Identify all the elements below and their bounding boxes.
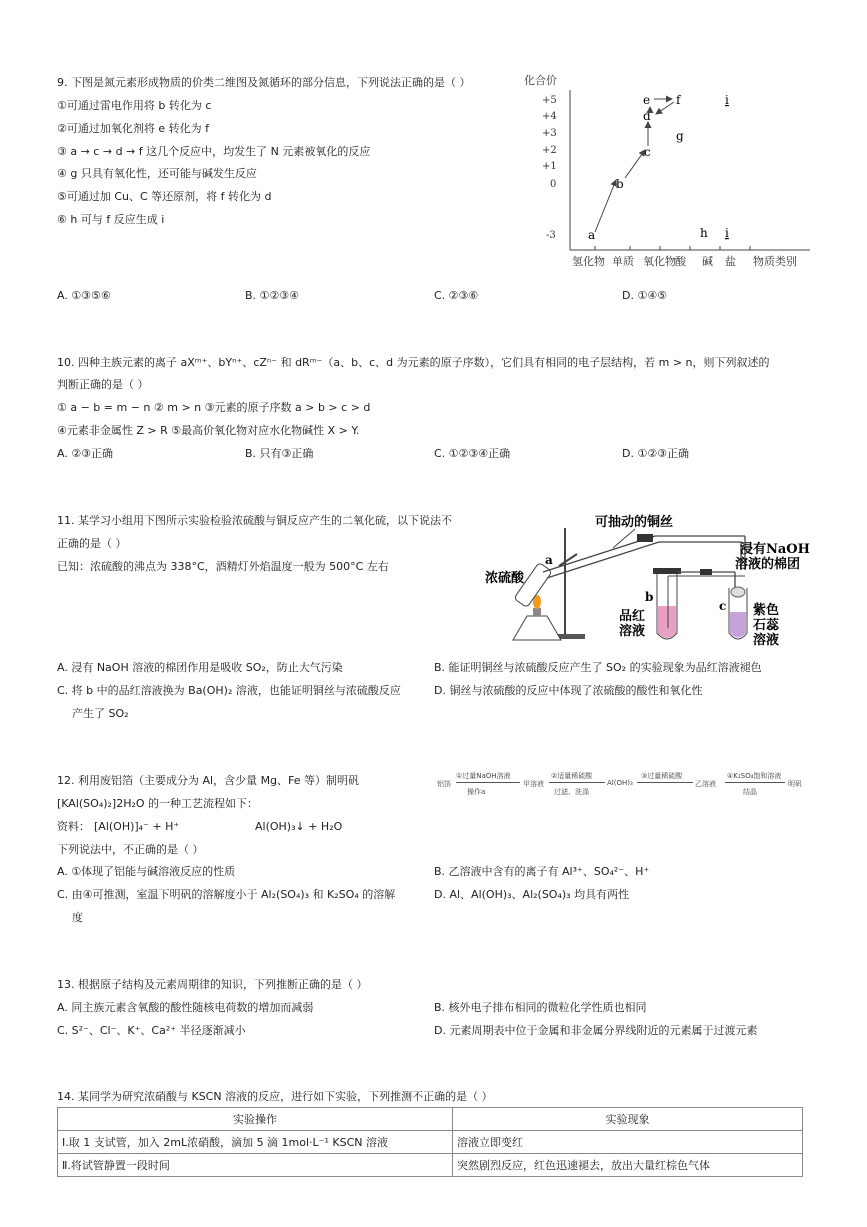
q10-option-b[interactable]: B. 只有③正确 xyxy=(245,447,314,460)
acid-label: 浓硫酸 xyxy=(485,571,525,586)
q9-statement: ②可通过加氧化剂将 e 转化为 f xyxy=(57,122,209,135)
q12-stem-question: 下列说法中，不正确的是（ ） xyxy=(57,843,204,856)
table-header: 实验操作 xyxy=(58,1108,453,1131)
flow-product-2: Al(OH)₃ xyxy=(607,779,633,787)
flow-step-4-note: 结晶 xyxy=(743,788,757,796)
x-category: 碱 xyxy=(702,255,713,268)
stopper xyxy=(637,534,653,542)
q9-option-a[interactable]: A. ①③⑤⑥ xyxy=(57,289,111,302)
x-axis-label: 物质类别 xyxy=(753,255,797,268)
flow-end: 明矾 xyxy=(788,780,802,788)
valence-class-chart xyxy=(520,70,820,275)
table-cell: Ⅰ.取 1 支试管，加入 2mL浓硝酸，滴加 5 滴 1mol·L⁻¹ KSCN 溶液 xyxy=(58,1131,453,1154)
magenta-solution xyxy=(658,606,676,638)
q13-option-a[interactable]: A. 同主族元素含氧酸的酸性随核电荷数的增加而减弱 xyxy=(57,1001,314,1014)
table-cell: Ⅱ.将试管静置一段时间 xyxy=(58,1154,453,1177)
q10-statement: ① a − b = m − n ② m > n ③元素的原子序数 a > b > c > d xyxy=(57,401,371,414)
q11-option-c[interactable]: C. 将 b 中的品红溶液换为 Ba(OH)₂ 溶液，也能证明铜丝与浓硫酸反应 xyxy=(57,684,401,697)
table-header: 实验现象 xyxy=(453,1108,803,1131)
q10-stem: 10. 四种主族元素的离子 aXᵐ⁺、bYⁿ⁺、cZⁿ⁻ 和 dRᵐ⁻（a、b、c、d 为元素的原子序数），它们具有相同的电子层结构，若 m > n，则下列叙述的 xyxy=(57,356,770,369)
q11-stem-cont: 正确的是（ ） xyxy=(57,537,127,550)
q11-option-a[interactable]: A. 浸有 NaOH 溶液的棉团作用是吸收 SO₂，防止大气污染 xyxy=(57,661,343,674)
arrow-a-b xyxy=(595,180,616,232)
process-flow xyxy=(437,771,807,799)
table-row xyxy=(58,1154,803,1177)
y-tick: +5 xyxy=(542,95,557,106)
flow-step-1-note: 操作a xyxy=(467,788,486,796)
experiment-table xyxy=(57,1107,803,1177)
litmus-solution xyxy=(730,612,746,638)
y-tick: +1 xyxy=(542,161,557,172)
q9-option-b[interactable]: B. ①②③④ xyxy=(245,289,299,302)
label-a: a xyxy=(545,553,553,567)
q12-option-a[interactable]: A. ①体现了铝能与碱溶液反应的性质 xyxy=(57,865,236,878)
x-category: 单质 xyxy=(612,255,634,268)
y-tick: 0 xyxy=(550,179,557,190)
label-c: c xyxy=(719,599,727,613)
cotton-label: 溶液的棉团 xyxy=(735,557,801,572)
flow-product-3: 乙溶液 xyxy=(695,780,716,788)
point-a: a xyxy=(588,228,596,242)
y-tick: -3 xyxy=(546,230,556,241)
q12-option-b[interactable]: B. 乙溶液中含有的离子有 Al³⁺、SO₄²⁻、H⁺ xyxy=(434,865,650,878)
point-e: e xyxy=(643,93,651,107)
q12-info-left: [Al(OH)]₄⁻ + H⁺ xyxy=(94,820,180,833)
point-i: i xyxy=(725,93,729,107)
x-category: 氢化物 xyxy=(572,255,605,268)
cotton-label: 浸有NaOH xyxy=(740,542,810,557)
q13-option-b[interactable]: B. 核外电子排布相同的微粒化学性质也相同 xyxy=(434,1001,647,1014)
litmus-label: 溶液 xyxy=(753,633,780,648)
magenta-label: 品红 xyxy=(619,609,646,624)
label-b: b xyxy=(645,590,654,604)
q13-option-c[interactable]: C. S²⁻、Cl⁻、K⁺、Ca²⁺ 半径逐渐减小 xyxy=(57,1024,246,1037)
table-cell: 突然剧烈反应，红色迅速褪去，放出大量红棕色气体 xyxy=(453,1154,803,1177)
flow-step-1: ①过量NaOH溶液 xyxy=(456,772,511,780)
flow-product-1: 甲溶液 xyxy=(523,780,544,788)
q11-option-d[interactable]: D. 铜丝与浓硫酸的反应中体现了浓硫酸的酸性和氧化性 xyxy=(434,684,703,697)
arrow-b-c xyxy=(625,150,645,178)
q10-stem-cont: 判断正确的是（ ） xyxy=(57,378,149,391)
x-category: 氧化物 xyxy=(643,255,676,268)
alcohol-lamp xyxy=(513,616,561,640)
y-tick: +3 xyxy=(542,128,557,139)
q13-option-d[interactable]: D. 元素周期表中位于金属和非金属分界线附近的元素属于过渡元素 xyxy=(434,1024,758,1037)
y-tick: +2 xyxy=(542,145,557,156)
q12-option-c-cont: 度 xyxy=(72,911,83,924)
flow-step-3: ③过量稀硫酸 xyxy=(641,772,683,780)
table-cell: 溶液立即变红 xyxy=(453,1131,803,1154)
q9-statement: ⑥ h 可与 f 反应生成 i xyxy=(57,213,165,226)
cotton-ball xyxy=(731,587,745,597)
experiment-apparatus xyxy=(485,508,810,658)
q10-option-c[interactable]: C. ①②③④正确 xyxy=(434,447,511,460)
y-axis-label: 化合价 xyxy=(524,74,557,87)
lamp-wick-holder xyxy=(533,608,541,616)
point-f: f xyxy=(676,93,681,107)
q9-statement: ⑤可通过加 Cu、C 等还原剂，将 f 转化为 d xyxy=(57,190,272,203)
q9-stem: 9. 下图是氮元素形成物质的价类二维图及氮循环的部分信息，下列说法正确的是（ ） xyxy=(57,76,471,89)
q14-stem: 14. 某同学为研究浓硝酸与 KSCN 溶液的反应，进行如下实验，下列推测不正确的是（ ） xyxy=(57,1090,493,1103)
q11-info: 已知：浓硫酸的沸点为 338°C，酒精灯外焰温度一般为 500°C 左右 xyxy=(57,560,389,573)
point-h: h xyxy=(700,226,708,240)
q9-statement: ③ a → c → d → f 这几个反应中，均发生了 N 元素被氧化的反应 xyxy=(57,145,371,158)
x-category: 酸 xyxy=(675,255,686,268)
magenta-label: 溶液 xyxy=(619,624,646,639)
q12-option-d[interactable]: D. Al、Al(OH)₃、Al₂(SO₄)₃ 均具有两性 xyxy=(434,888,630,901)
q12-stem: 12. 利用废铝箔（主要成分为 Al，含少量 Mg、Fe 等）制明矾 xyxy=(57,774,360,787)
flow-start: 铝箔 xyxy=(437,780,451,788)
q9-statement: ①可通过雷电作用将 b 转化为 c xyxy=(57,99,212,112)
point-d: d xyxy=(643,109,651,123)
q13-stem: 13. 根据原子结构及元素周期律的知识，下列推断正确的是（ ） xyxy=(57,978,368,991)
point-c: c xyxy=(644,145,651,159)
arrow-f-d xyxy=(656,102,674,114)
point-b: b xyxy=(616,177,624,191)
q9-option-d[interactable]: D. ①④⑤ xyxy=(622,289,668,302)
table-header-row xyxy=(58,1108,803,1131)
point-g: g xyxy=(676,129,684,143)
y-tick: +4 xyxy=(542,111,557,122)
table-row xyxy=(58,1131,803,1154)
litmus-label: 紫色 xyxy=(753,603,780,618)
q12-info-right: Al(OH)₃↓ + H₂O xyxy=(255,820,343,833)
q12-info-label: 资料： xyxy=(57,820,90,833)
q11-option-c-cont: 产生了 SO₂ xyxy=(72,707,129,720)
flow-step-2: ②适量稀硫酸 xyxy=(551,772,593,780)
copper-wire-label: 可抽动的铜丝 xyxy=(595,515,674,530)
q11-option-b[interactable]: B. 能证明铜丝与浓硫酸反应产生了 SO₂ 的实验现象为品红溶液褪色 xyxy=(434,661,762,674)
q12-stem-cont: [KAl(SO₄)₂]2H₂O 的一种工艺流程如下： xyxy=(57,797,259,810)
q11-stem: 11. 某学习小组用下图所示实验检验浓硫酸与铜反应产生的二氧化硫，以下说法不 xyxy=(57,514,452,527)
q9-statement: ④ g 只具有氧化性，还可能与碱发生反应 xyxy=(57,167,257,180)
q9-option-c[interactable]: C. ②③⑥ xyxy=(434,289,479,302)
x-category: 盐 xyxy=(725,255,736,268)
q10-statement: ④元素非金属性 Z > R ⑤最高价氧化物对应水化物碱性 X > Y. xyxy=(57,424,360,437)
q10-option-d[interactable]: D. ①②③正确 xyxy=(622,447,690,460)
q10-option-a[interactable]: A. ②③正确 xyxy=(57,447,114,460)
flow-step-2-note: 过滤、洗涤 xyxy=(554,788,589,796)
flow-step-4: ④K₂SO₄饱和溶液 xyxy=(727,772,782,780)
litmus-label: 石蕊 xyxy=(753,618,780,633)
point-i: i xyxy=(725,226,729,240)
q12-option-c[interactable]: C. 由④可推测，室温下明矾的溶解度小于 Al₂(SO₄)₃ 和 K₂SO₄ 的溶解 xyxy=(57,888,396,901)
